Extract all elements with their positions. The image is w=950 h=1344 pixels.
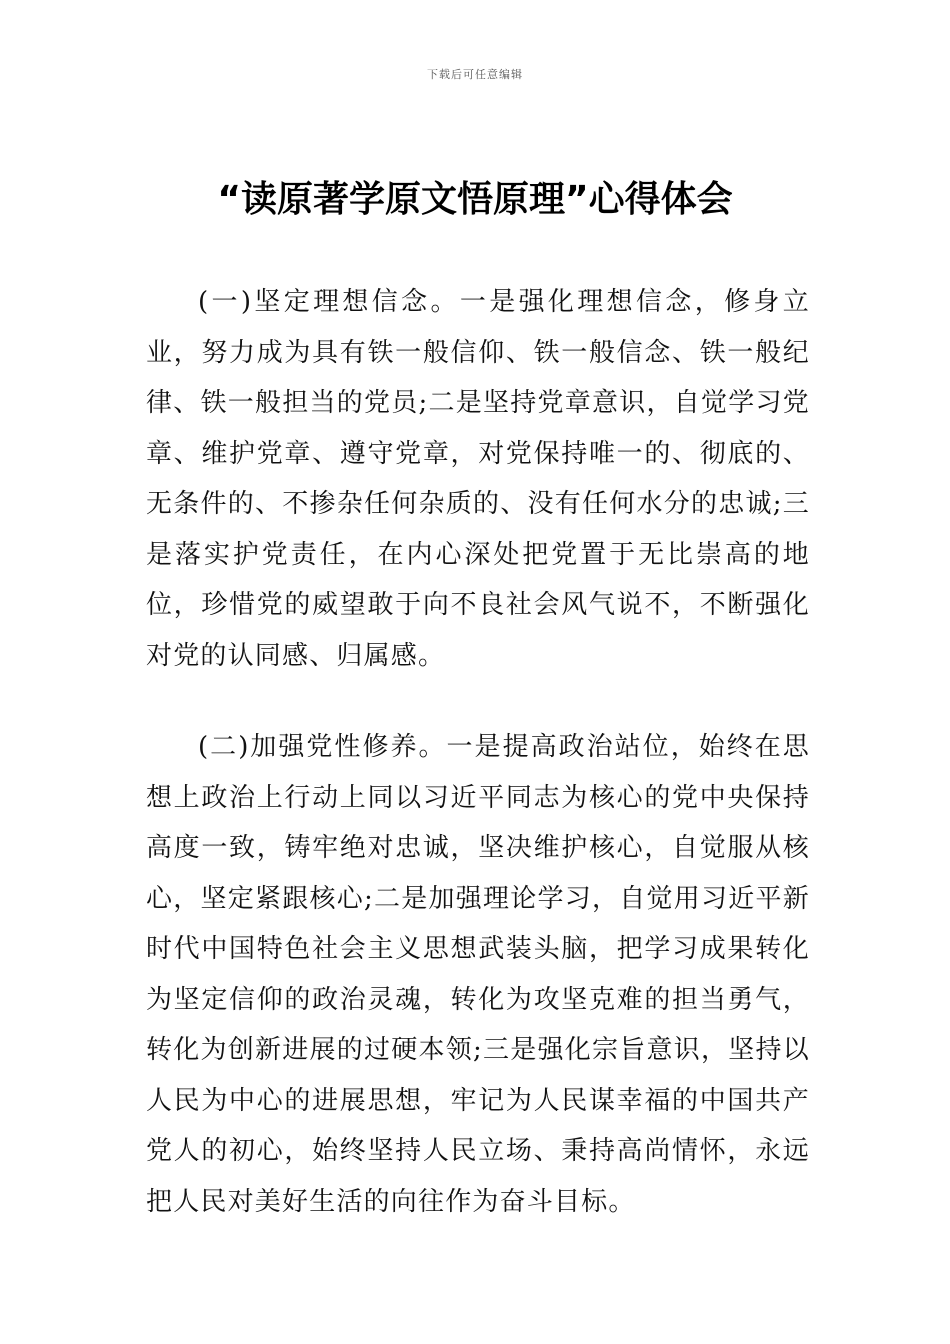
document-title: “读原著学原文悟原理”心得体会 [217,179,733,220]
body-paragraph-1: (一)坚定理想信念。一是强化理想信念，修身立业，努力成为具有铁一般信仰、铁一般信念、铁一般纪律、铁一般担当的党员;二是坚持党章意识，自觉学习党章、维护党章、遵守党章，对党保持唯一的、彻底的、无条件的、不掺杂任何杂质的、没有任何水分的忠诚;三是落实护党责任，在内心深处把党置于无比崇高的地位，珍惜党的威望敢于向不良社会风气说不，不断强化对党的认同感、归属感。 [146,287,810,671]
header-note: 下载后可任意编辑 [427,68,523,81]
body-paragraph-2: (二)加强党性修养。一是提高政治站位，始终在思想上政治上行动上同以习近平同志为核心的党中央保持高度一致，铸牢绝对忠诚，坚决维护核心，自觉服从核心，坚定紧跟核心;二是加强理论学习，自觉用习近平新时代中国特色社会主义思想武装头脑，把学习成果转化为坚定信仰的政治灵魂，转化为攻坚克难的担当勇气，转化为创新进展的过硬本领;三是强化宗旨意识，坚持以人民为中心的进展思想，牢记为人民谋幸福的中国共产党人的初心，始终坚持人民立场、秉持高尚情怀，永远把人民对美好生活的向往作为奋斗目标。 [146,732,810,1217]
